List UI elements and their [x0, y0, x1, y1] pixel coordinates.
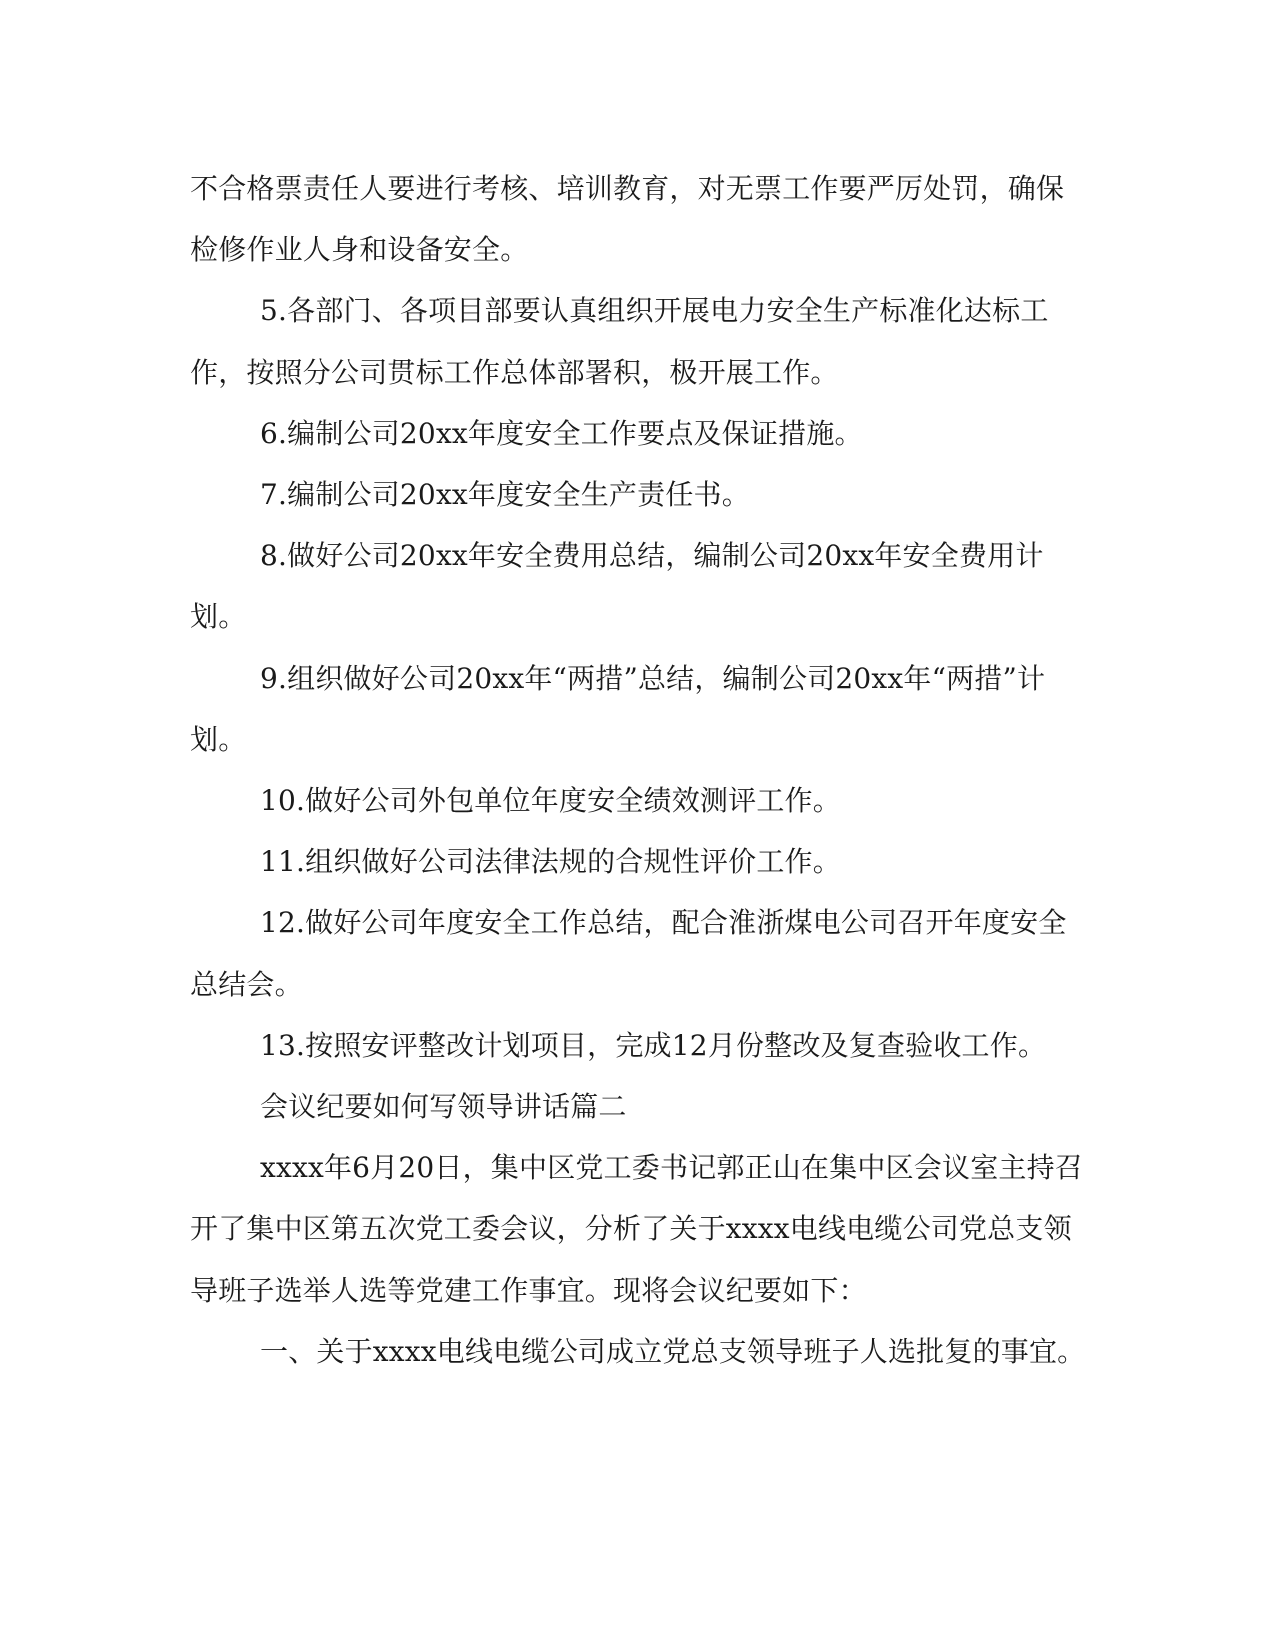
paragraph-item-9: 9.组织做好公司20xx年“两措”总结，编制公司20xx年“两措”计划。	[190, 661, 1046, 756]
meeting-intro-paragraph: xxxx年6月20日，集中区党工委书记郭正山在集中区会议室主持召开了集中区第五次党工委会议，分析了关于xxxx电线电缆公司党总支领导班子选举人选等党建工作事宜。现将会议纪要如下：	[190, 1151, 1084, 1307]
paragraph-item-10: 10.做好公司外包单位年度安全绩效测评工作。	[260, 784, 841, 818]
section-heading: 会议纪要如何写领导讲话篇二	[260, 1090, 627, 1124]
paragraph-item-5: 5.各部门、各项目部要认真组织开展电力安全生产标准化达标工作，按照分公司贯标工作总体部署积，极开展工作。	[190, 294, 1049, 389]
paragraph-item-11: 11.组织做好公司法律法规的合规性评价工作。	[260, 845, 841, 879]
paragraph-item-8: 8.做好公司20xx年安全费用总结，编制公司20xx年安全费用计划。	[190, 539, 1044, 634]
paragraph-item-7: 7.编制公司20xx年度安全生产责任书。	[260, 478, 750, 512]
paragraph-item-6: 6.编制公司20xx年度安全工作要点及保证措施。	[260, 416, 863, 450]
paragraph-item-13: 13.按照安评整改计划项目，完成12月份整改及复查验收工作。	[260, 1028, 1047, 1062]
document-body	[190, 158, 1090, 1382]
paragraph-continuation: 不合格票责任人要进行考核、培训教育，对无票工作要严厉处罚，确保检修作业人身和设备安全。	[190, 172, 1065, 267]
meeting-item-1: 一、关于xxxx电线电缆公司成立党总支领导班子人选批复的事宜。	[260, 1334, 1086, 1368]
paragraph-item-12: 12.做好公司年度安全工作总结，配合淮浙煤电公司召开年度安全总结会。	[190, 906, 1067, 1001]
